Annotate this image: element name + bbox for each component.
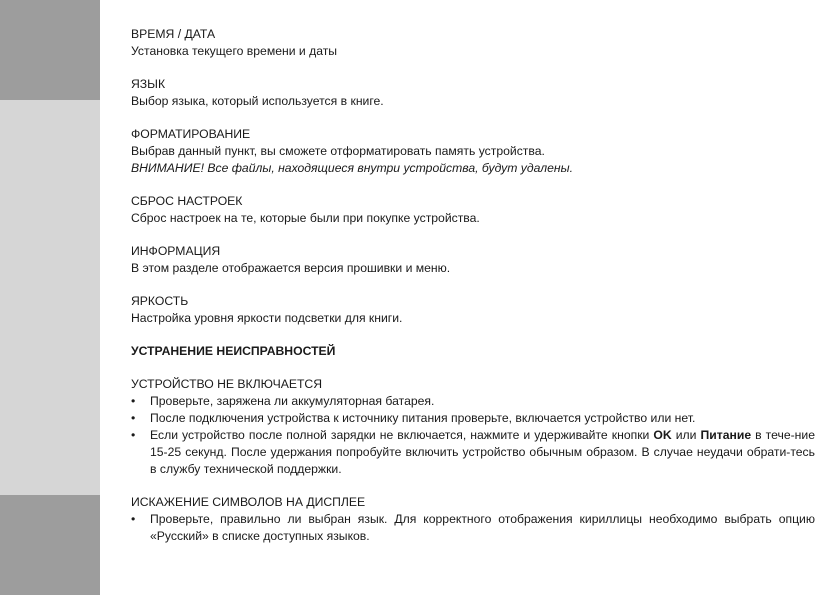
section-text: В этом разделе отображается версия прошивки и меню.	[131, 261, 451, 275]
section-formatting	[131, 126, 815, 177]
section-language	[131, 76, 815, 110]
section-time-date	[131, 26, 815, 60]
section-heading: СБРОС НАСТРОЕК	[131, 194, 243, 208]
list-item	[131, 410, 815, 427]
sidebar-band-bottom	[0, 495, 100, 595]
list-item-text: или	[671, 428, 701, 442]
section-brightness	[131, 293, 815, 327]
troubleshooting-title: УСТРАНЕНИЕ НЕИСПРАВНОСТЕЙ	[131, 344, 336, 358]
section-text: Установка текущего времени и даты	[131, 44, 338, 58]
section-display-distortion	[131, 494, 815, 545]
list-item-text: После подключения устройства к источнику питания проверьте, включается устройство или нет.	[150, 411, 696, 425]
section-heading: ЯРКОСТЬ	[131, 294, 189, 308]
section-device-not-turning-on	[131, 376, 815, 478]
power-key-label: Питание	[700, 428, 752, 442]
list-item-text: Проверьте, заряжена ли аккумуляторная батарея.	[150, 394, 435, 408]
list-item-text: Если устройство после полной зарядки не включается, нажмите и удерживайте кнопки	[150, 428, 654, 442]
sidebar-band-top	[0, 0, 100, 100]
section-heading: ФОРМАТИРОВАНИЕ	[131, 127, 251, 141]
section-heading: УСТРОЙСТВО НЕ ВКЛЮЧАЕТСЯ	[131, 377, 322, 391]
list-item	[131, 511, 815, 545]
section-text: Выбор языка, который используется в книге.	[131, 94, 384, 108]
list-item	[131, 393, 815, 410]
list-item	[131, 427, 815, 478]
bullet-icon: •	[131, 428, 136, 442]
bullet-icon: •	[131, 394, 136, 408]
section-heading: ВРЕМЯ / ДАТА	[131, 27, 216, 41]
list-item-text: Проверьте, правильно ли выбран язык. Для корректного отображения кириллицы необходимо выбрать опцию «Русский» в списке доступных языков.	[150, 512, 815, 543]
section-heading: ИНФОРМАЦИЯ	[131, 244, 221, 258]
list-item-text: в тече-ние 15-25 секунд. После удержания попробуйте включить устройство обычным образом. В случае неудачи обрати-тесь в службу технической поддержки.	[150, 428, 816, 476]
section-text: Выбрав данный пункт, вы сможете отформатировать память устройства.	[131, 144, 545, 158]
manual-content	[131, 26, 815, 561]
bullet-icon: •	[131, 411, 136, 425]
ok-key-label: OK	[653, 428, 672, 442]
sidebar-band-middle	[0, 100, 100, 495]
section-text: Настройка уровня яркости подсветки для книги.	[131, 311, 403, 325]
section-reset	[131, 193, 815, 227]
section-heading: ИСКАЖЕНИЕ СИМВОЛОВ НА ДИСПЛЕЕ	[131, 495, 366, 509]
section-text: Сброс настроек на те, которые были при покупке устройства.	[131, 211, 480, 225]
section-information	[131, 243, 815, 277]
section-heading: ЯЗЫК	[131, 77, 166, 91]
warning-text: ВНИМАНИЕ! Все файлы, находящиеся внутри устройства, будут удалены.	[131, 161, 573, 175]
bullet-icon: •	[131, 512, 136, 526]
